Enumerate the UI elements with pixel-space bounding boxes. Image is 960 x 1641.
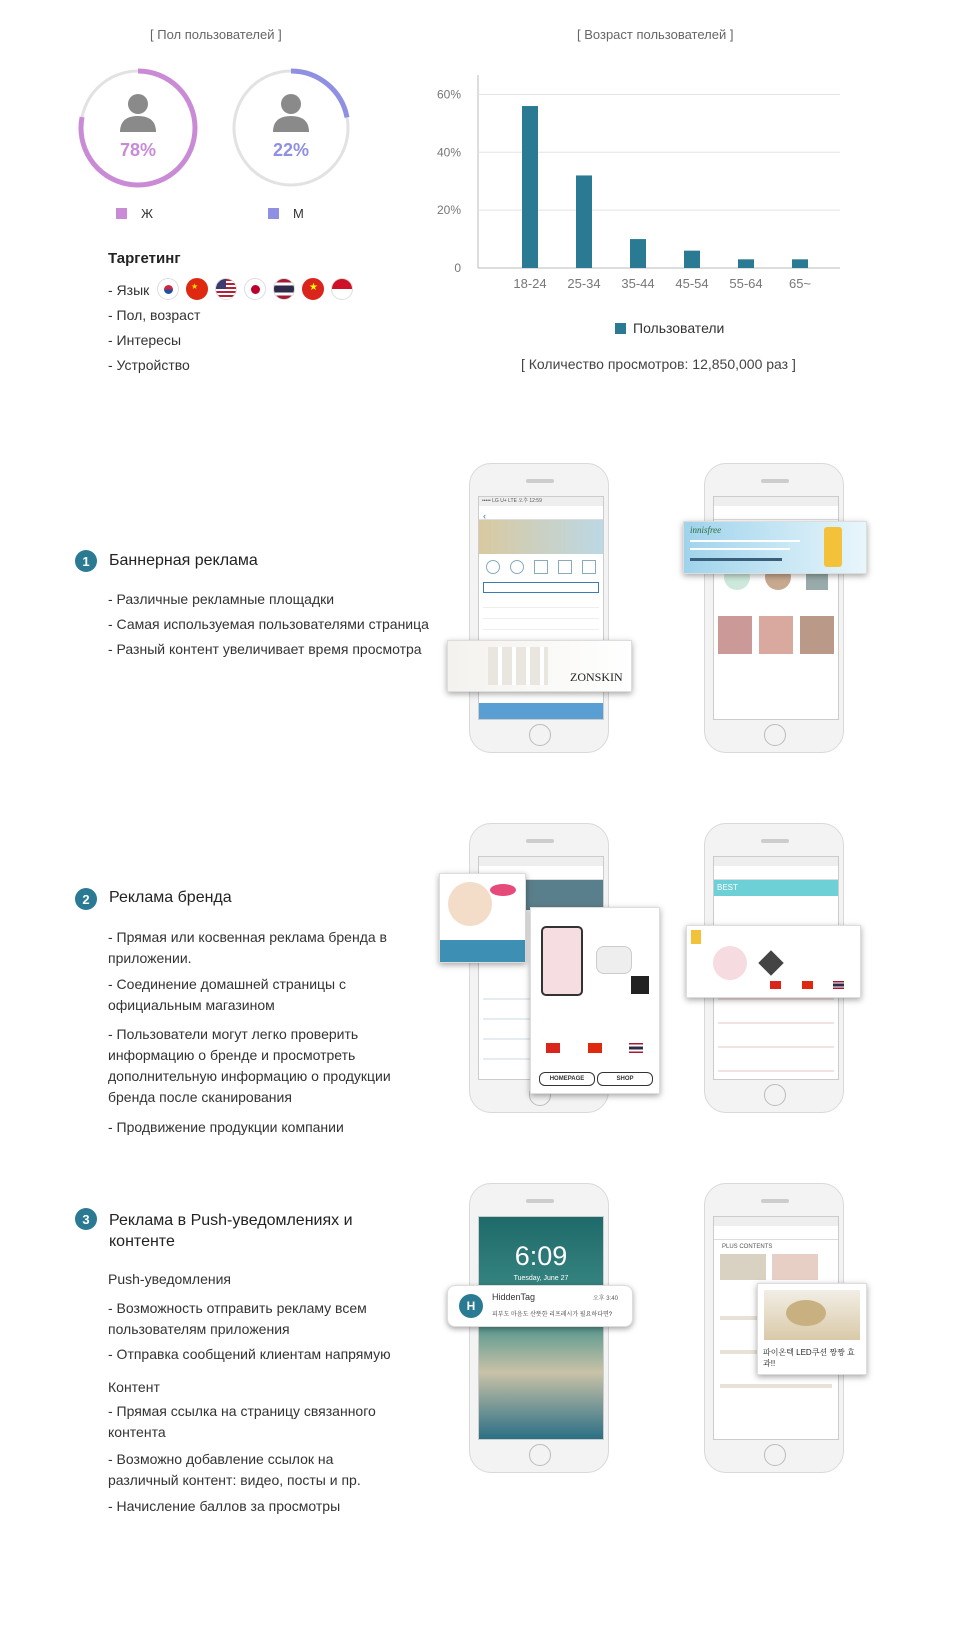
x-tick-label: 55-64 xyxy=(729,276,763,291)
section-2-bullet: - Продвижение продукции компании xyxy=(108,1119,344,1135)
y-tick-label: 20% xyxy=(436,203,461,218)
section-3-bullet: - Начисление баллов за просмотры xyxy=(108,1498,341,1514)
y-tick-label: 0 xyxy=(454,261,461,275)
female-legend-swatch xyxy=(116,208,127,219)
series-legend-label: Пользователи xyxy=(633,320,725,336)
male-ring xyxy=(231,68,351,193)
section-1-title: Баннерная реклама xyxy=(109,552,258,569)
flag-thailand-icon xyxy=(273,278,295,300)
section-1-badge: 1 xyxy=(75,550,97,572)
phone-mockup-innisfree xyxy=(704,463,844,753)
bar xyxy=(738,259,754,268)
phone-mockup-app-home: ••••• LG U+ LTE 오후 12:59 ‹ xyxy=(469,463,609,753)
x-tick-label: 35-44 xyxy=(621,276,655,291)
bar xyxy=(630,239,646,268)
x-tick-label: 18-24 xyxy=(513,276,547,291)
brand-ranking-card[interactable] xyxy=(686,925,861,998)
zonskin-banner-ad[interactable] xyxy=(447,640,632,692)
flag-indonesia-icon xyxy=(331,278,353,300)
shop-button[interactable]: SHOP xyxy=(597,1072,653,1086)
brand-detail-popup[interactable] xyxy=(530,907,660,1094)
x-tick-label: 25-34 xyxy=(567,276,601,291)
male-legend-swatch xyxy=(268,208,279,219)
section-2-bullet: - Пользователи могут легко проверить информацию о бренде и просмотреть дополнительную информацию о продукции бренда после сканирования xyxy=(108,1026,391,1105)
targeting-item-device: - Устройство xyxy=(108,357,190,373)
bar xyxy=(684,251,700,268)
content-card-text: 파이온텍 LED쿠션 짱짱 효과!! xyxy=(763,1348,855,1368)
bar xyxy=(792,259,808,268)
lock-date: Tuesday, June 27 xyxy=(513,1275,569,1282)
push-notification[interactable] xyxy=(447,1285,633,1327)
x-tick-label: 45-54 xyxy=(675,276,709,291)
bar xyxy=(522,106,538,268)
language-flags xyxy=(157,278,353,300)
male-legend-label: М xyxy=(293,206,304,221)
notification-text: 피부도 마음도 산뜻한 리프레시가 필요하다면? xyxy=(492,1312,613,1318)
notification-app-name: HiddenTag xyxy=(492,1292,536,1302)
section-1-bullet: - Самая используемая пользователями страница xyxy=(108,616,429,632)
homepage-button[interactable]: HOMEPAGE xyxy=(539,1072,595,1086)
age-bar-chart xyxy=(420,70,860,310)
push-heading: Push-уведомления xyxy=(108,1271,231,1287)
notification-time: 오후 3:40 xyxy=(593,1296,618,1302)
flag-china-icon: ★ xyxy=(186,278,208,300)
best-label: BEST xyxy=(717,883,738,892)
section-3-bullet: - Возможность отправить рекламу всем пользователям приложения xyxy=(108,1300,367,1337)
section-3-badge: 3 xyxy=(75,1208,97,1230)
views-count: [ Количество просмотров: 12,850,000 раз ] xyxy=(521,356,796,372)
section-3-bullet: - Прямая ссылка на страницу связанного контента xyxy=(108,1403,376,1440)
targeting-item-language: - Язык xyxy=(108,282,150,298)
innisfree-logo: innisfree xyxy=(690,525,722,535)
phone-mockup-lockscreen xyxy=(469,1183,609,1473)
section-1-bullet: - Разный контент увеличивает время просмотра xyxy=(108,641,422,657)
flag-korea-icon xyxy=(157,278,179,300)
flag-usa-icon xyxy=(215,278,237,300)
series-legend-swatch xyxy=(615,323,626,334)
flag-japan-icon xyxy=(244,278,266,300)
female-legend-label: Ж xyxy=(141,206,154,221)
section-2-bullet: - Соединение домашней страницы с официальным магазином xyxy=(108,976,346,1013)
section-2-bullet: - Прямая или косвенная реклама бренда в приложении. xyxy=(108,929,387,966)
brand-product-card[interactable] xyxy=(439,873,526,963)
section-2-badge: 2 xyxy=(75,888,97,910)
plus-contents-label: PLUS CONTENTS xyxy=(722,1244,773,1250)
y-tick-label: 40% xyxy=(436,145,461,160)
female-ring xyxy=(78,68,198,193)
age-chart-caption: [ Возраст пользователей ] xyxy=(577,27,734,42)
male-legend xyxy=(268,206,304,221)
section-3-bullet: - Отправка сообщений клиентам напрямую xyxy=(108,1346,391,1362)
section-1-bullet: - Различные рекламные площадки xyxy=(108,591,335,607)
content-promo-card[interactable] xyxy=(757,1283,867,1375)
innisfree-banner-ad[interactable] xyxy=(683,521,867,574)
zonskin-logo: ZONSKIN xyxy=(570,670,623,684)
y-tick-label: 60% xyxy=(436,87,461,102)
lock-time: 6:09 xyxy=(514,1241,568,1271)
hiddentag-app-icon: H xyxy=(459,1294,483,1318)
flag-vietnam-icon: ★ xyxy=(302,278,324,300)
female-legend xyxy=(116,206,153,221)
section-2-title: Реклама бренда xyxy=(109,889,232,906)
targeting-item-interests: - Интересы xyxy=(108,332,182,348)
targeting-item-gender-age: - Пол, возраст xyxy=(108,307,201,323)
x-tick-label: 65~ xyxy=(788,276,812,291)
section-3-bullet: - Возможно добавление ссылок на различный контент: видео, посты и пр. xyxy=(108,1451,361,1488)
age-chart-legend xyxy=(615,320,724,336)
targeting-title: Таргетинг xyxy=(108,250,181,267)
male-percent: 22% xyxy=(272,140,310,160)
bar xyxy=(576,175,592,268)
section-3-title: Реклама в Push-уведомлениях и контенте xyxy=(109,1212,353,1250)
female-percent: 78% xyxy=(119,140,157,160)
gender-caption: [ Пол пользователей ] xyxy=(150,27,282,42)
content-heading: Контент xyxy=(108,1379,160,1395)
